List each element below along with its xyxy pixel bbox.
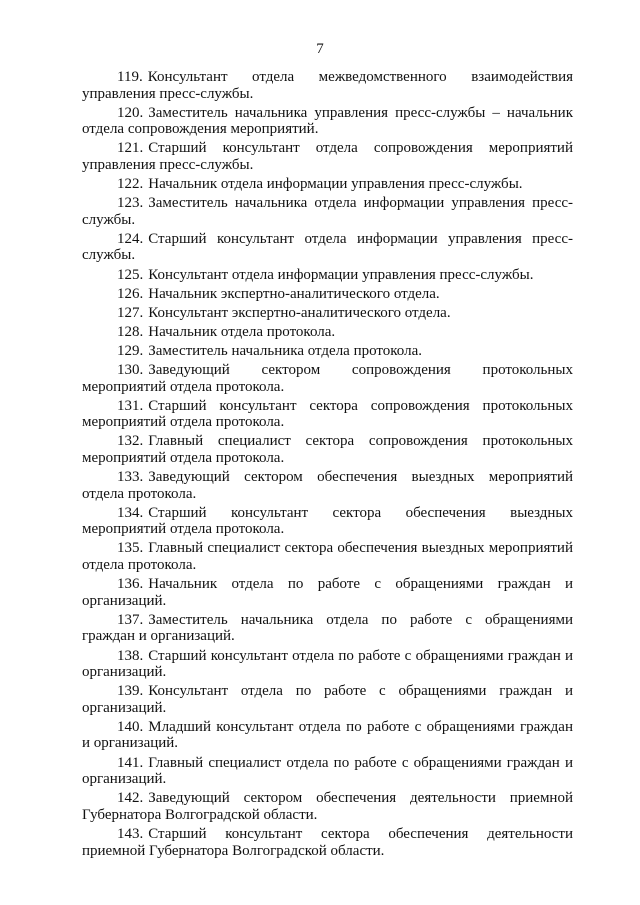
list-item-text: Заместитель начальника отдела информации управления пресс-службы. bbox=[82, 195, 573, 228]
list-item bbox=[82, 648, 573, 681]
numbered-list bbox=[82, 69, 573, 862]
list-item-text: Старший консультант отдела по работе с обращениями граждан и организаций. bbox=[82, 647, 573, 681]
list-item bbox=[82, 140, 573, 173]
page-number: 7 bbox=[316, 41, 324, 57]
list-item-text: Консультант отдела информации управления пресс-службы. bbox=[148, 266, 534, 283]
list-item-text: Начальник экспертно-аналитического отдела. bbox=[148, 285, 440, 302]
list-item-text: Консультант отдела по работе с обращениями граждан и организаций. bbox=[82, 683, 573, 716]
list-item-number: 129. bbox=[117, 342, 144, 359]
list-item bbox=[82, 362, 573, 395]
list-item-number: 143. bbox=[117, 825, 144, 842]
list-item-number: 141. bbox=[117, 754, 144, 771]
list-item bbox=[82, 398, 573, 431]
list-item-number: 136. bbox=[117, 576, 144, 593]
list-item bbox=[82, 576, 573, 609]
list-item-text: Заведующий сектором сопровождения протокольных мероприятий отдела протокола. bbox=[82, 362, 573, 395]
list-item-text: Начальник отдела по работе с обращениями граждан и организаций. bbox=[82, 576, 573, 609]
list-item-text: Начальник отдела информации управления пресс-службы. bbox=[148, 176, 523, 193]
list-item-text: Главный специалист сектора обеспечения выездных мероприятий отдела протокола. bbox=[82, 540, 573, 574]
list-item-text: Заведующий сектором обеспечения деятельности приемной Губернатора Волгоградской области. bbox=[82, 790, 573, 823]
list-item bbox=[82, 305, 573, 322]
list-item bbox=[82, 683, 573, 716]
list-item-number: 121. bbox=[117, 140, 144, 157]
list-item-text: Начальник отдела протокола. bbox=[148, 323, 336, 340]
list-item-text: Заведующий сектором обеспечения выездных мероприятий отдела протокола. bbox=[82, 469, 573, 502]
list-item-text: Старший консультант отдела информации управления пресс-службы. bbox=[82, 230, 573, 264]
list-item-text: Заместитель начальника отдела протокола. bbox=[148, 342, 422, 359]
list-item bbox=[82, 826, 573, 859]
list-item-number: 119. bbox=[117, 69, 143, 85]
list-item-text: Заместитель начальника управления пресс-службы – начальник отдела сопровождения мероприятий. bbox=[82, 104, 573, 138]
list-item-number: 140. bbox=[117, 718, 144, 735]
list-item-number: 137. bbox=[117, 611, 144, 628]
list-item-number: 138. bbox=[117, 647, 144, 664]
list-item-number: 135. bbox=[117, 540, 144, 557]
list-item bbox=[82, 505, 573, 538]
list-item-number: 120. bbox=[117, 104, 144, 121]
list-item bbox=[82, 324, 573, 341]
list-item-text: Младший консультант отдела по работе с обращениями граждан и организаций. bbox=[82, 718, 573, 752]
list-item bbox=[82, 343, 573, 360]
list-item-number: 132. bbox=[117, 433, 144, 450]
list-item bbox=[82, 231, 573, 264]
list-item-number: 126. bbox=[117, 285, 144, 302]
list-item-text: Консультант экспертно-аналитического отдела. bbox=[148, 304, 451, 321]
list-item bbox=[82, 540, 573, 573]
list-item-number: 127. bbox=[117, 304, 144, 321]
list-item-number: 130. bbox=[117, 362, 144, 378]
list-item bbox=[82, 176, 573, 193]
list-item bbox=[82, 433, 573, 466]
list-item bbox=[82, 69, 573, 102]
list-item-number: 128. bbox=[117, 323, 144, 340]
list-item-text: Консультант отдела межведомственного взаимодействия управления пресс-службы. bbox=[82, 69, 573, 102]
list-item-number: 124. bbox=[117, 230, 144, 247]
list-item-number: 133. bbox=[117, 469, 144, 486]
list-item bbox=[82, 755, 573, 788]
list-item-text: Главный специалист сектора сопровождения протокольных мероприятий отдела протокола. bbox=[82, 433, 573, 466]
list-item-number: 125. bbox=[117, 266, 144, 283]
list-item bbox=[82, 719, 573, 752]
list-item-number: 122. bbox=[117, 176, 144, 193]
list-item-text: Старший консультант сектора сопровождения протокольных мероприятий отдела протокола. bbox=[82, 397, 573, 431]
list-item bbox=[82, 105, 573, 138]
list-item-text: Старший консультант отдела сопровождения мероприятий управления пресс-службы. bbox=[82, 140, 573, 173]
list-item bbox=[82, 790, 573, 823]
list-item bbox=[82, 195, 573, 228]
list-item-text: Старший консультант сектора обеспечения деятельности приемной Губернатора Волгоградской области. bbox=[82, 825, 573, 859]
list-item-number: 123. bbox=[117, 195, 144, 212]
list-item-text: Главный специалист отдела по работе с обращениями граждан и организаций. bbox=[82, 754, 573, 788]
list-item-number: 139. bbox=[117, 683, 144, 700]
list-item bbox=[82, 286, 573, 303]
list-item bbox=[82, 267, 573, 284]
list-item-text: Старший консультант сектора обеспечения выездных мероприятий отдела протокола. bbox=[82, 504, 573, 538]
list-item-number: 131. bbox=[117, 397, 144, 414]
list-item bbox=[82, 469, 573, 502]
list-item-number: 142. bbox=[117, 790, 144, 807]
list-item-number: 134. bbox=[117, 504, 144, 521]
list-item bbox=[82, 612, 573, 645]
list-item-text: Заместитель начальника отдела по работе с обращениями граждан и организаций. bbox=[82, 611, 573, 645]
